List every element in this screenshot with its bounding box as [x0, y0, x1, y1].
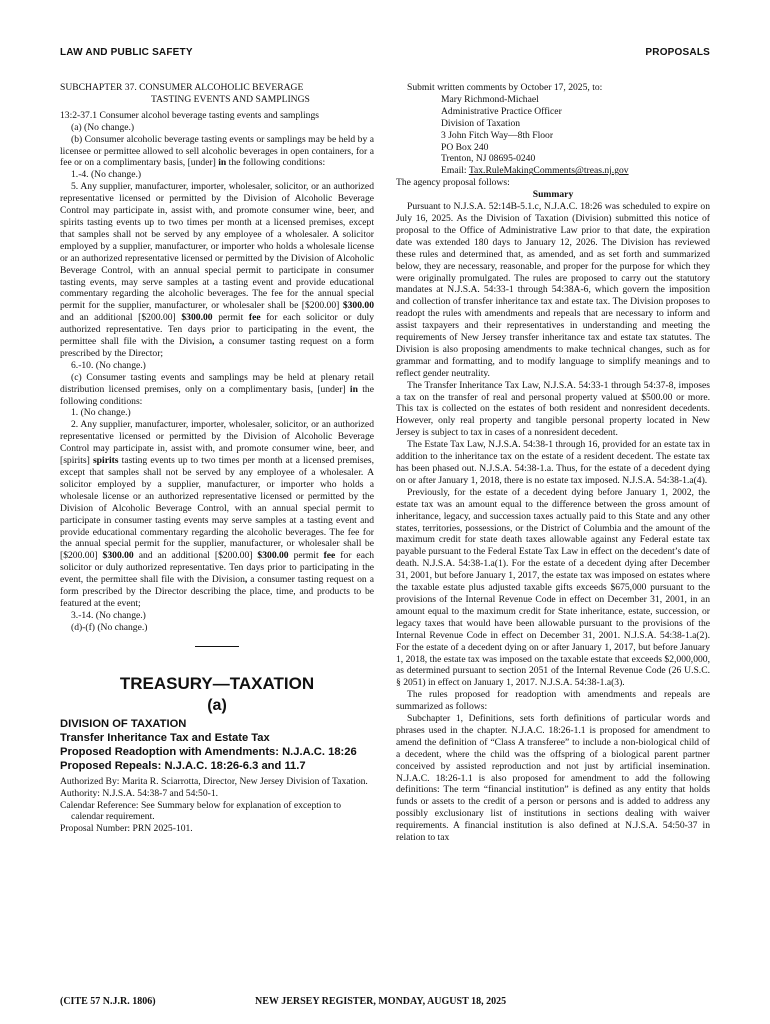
- right-column: [396, 82, 710, 844]
- contact-division: Division of Taxation: [441, 117, 521, 129]
- summary-paragraph-3: The Estate Tax Law, N.J.S.A. 54:38-1 through 16, provided for an estate tax in addition to the inheritance tax on the estate of a resident decedent. The estate tax has been phased out. N.J.S.A. 54:38-1.a. Thus, for the estate of a decedent dying on or after January 1, 2018, there is no estate tax imposed. N.J.S.A. 54:38-1.a(4).: [396, 439, 710, 486]
- summary-paragraph-4: Previously, for the estate of a decedent dying before January 1, 2002, the estate tax was an amount equal to the difference between the gross amount of inheritance, legacy, and succession taxes actually paid to this State and any other states, territories, possessions, or the District of Columbia and the amount of the maximum credit for state death taxes allowable against any Federal estate tax payable pursuant to the Federal Estate Tax Law in effect on the decedent’s date of death. N.J.S.A. 54:38-1.a(1). For the estate of a decedent dying after December 31, 2001, but before January 1, 2017, the estate tax was imposed on estates where the taxable estate plus adjusted taxable gifts exceeds $675,000 pursuant to the provisions of the Internal Revenue Code in effect on December 31, 2001, in an amount equal to the maximum credit for State inheritance, estate, succession, or legacy taxes that would have been allowable pursuant to the provisions of the Internal Revenue Code in effect on December 31, 2001. N.J.S.A. 54:38-1.a(2). For the estate of a decedent dying on or after January 1, 2017, but before January 1, 2018, the estate tax was imposed on the taxable estate that exceeds $2,000,000, as determined pursuant to section 2051 of the Internal Revenue Code (26 U.S.C. § 2051) in effect on January 1, 2017. N.J.S.A. 54:38-1.a(3).: [396, 486, 710, 689]
- contact-address: [396, 94, 710, 177]
- paragraph-a: (a) (No change.): [71, 121, 135, 133]
- summary-paragraph-5: The rules proposed for readoption with amendments and repeals are summarized as follows:: [396, 689, 710, 713]
- contact-street: 3 John Fitch Way—8th Floor: [441, 129, 554, 141]
- footer-citation: (CITE 57 N.J.R. 1806): [60, 996, 156, 1007]
- readoption-heading: Proposed Readoption with Amendments: N.J.A.C. 18:26: [60, 745, 357, 758]
- proposal-number: Proposal Number: PRN 2025-101.: [60, 823, 193, 835]
- paragraph-c-3-14: 3.-14. (No change.): [71, 609, 146, 621]
- subchapter-heading: [60, 82, 374, 106]
- summary-paragraph-1: Pursuant to N.J.S.A. 52:14B-5.1.c, N.J.A.C. 18:26 was scheduled to expire on July 16, 2025. As the Division of Taxation (Division) submitted this notice of proposal to the Office of Administrative Law prior to that date, the expiration date was extended 180 days to January 12, 2026. The Division has reviewed these rules and determined that, as amended, and as set forth and summarized below, they are necessary, reasonable, and proper for the purpose for which they were originally promulgated. The rules are proposed to carry out the statutory mandates at N.J.S.A. 54:33-1 through 54:38A-6, which govern the imposition and collection of transfer inheritance tax and estate tax. The Division proposes to readopt the rules with amendments and repeals that are necessary to inform and assist taxpayers and their representatives in understanding and meeting the requirements of New Jersey transfer inheritance tax and estate tax statutes. The Division is also proposing amendments to make technical changes, such as for grammar and formatting, and to modify language to simplify meanings and to reflect gender neutrality.: [396, 201, 710, 379]
- contact-po-box: PO Box 240: [441, 141, 489, 153]
- paragraph-d-f: (d)-(f) (No change.): [71, 621, 148, 633]
- footer-register: NEW JERSEY REGISTER, MONDAY, AUGUST 18, 2025: [255, 996, 507, 1007]
- contact-title: Administrative Practice Officer: [441, 105, 562, 117]
- paragraph-c-1: 1. (No change.): [71, 407, 131, 419]
- running-header-right: PROPOSALS: [645, 47, 710, 58]
- paragraph-c-2: 2. Any supplier, manufacturer, importer, wholesaler, solicitor, or an authorized representative licensed or permitted by the Division of Alcoholic Beverage Control may participate in, assist with, and promote consumer wine, beer, and [spirits] spirits tasting events up to two times per month at a licensed premises, except that samples shall not be served by any employee of a wholesaler. A solicitor employed by a supplier, manufacturer, or importer who holds a wholesale license or an authorized representative licensed or permitted by the Division of Alcoholic Beverage Control, with an annual special permit to participate in consumer tasting events may serve samples at a tasting event and provide educational commentary regarding the alcoholic beverages. The fee for the annual special permit for the supplier, manufacturer, or wholesaler shall be [$200.00] $300.00 and an additional [$200.00] $300.00 permit fee for each solicitor or duly authorized representative. Ten days prior to participating in the event, the permittee shall file with the Division, a consumer tasting request on a form prescribed by the Director describing the place, time, and products to be featured at the event;: [60, 419, 375, 609]
- division-heading: DIVISION OF TAXATION: [60, 717, 187, 730]
- contact-email-link[interactable]: Tax.RuleMakingComments@treas.nj.gov: [468, 165, 629, 177]
- authorized-by: Authorized By: Marita R. Sciarrotta, Director, New Jersey Division of Taxation.: [60, 775, 368, 787]
- section-divider: [195, 646, 239, 647]
- paragraph-b-6-10: 6.-10. (No change.): [71, 359, 146, 371]
- calendar-reference: Calendar Reference: See Summary below for explanation of exception to calendar requirement.: [60, 799, 342, 823]
- summary-heading: Summary: [532, 189, 574, 201]
- summary-paragraph-6: Subchapter 1, Definitions, sets forth definitions of particular words and phrases used in the chapter. N.J.A.C. 18:26-1.1 is proposed for amendment to amend the definition of “Class A transferee” to include a non-biological child of a decedent, where the child was the offspring of a biological parent partner conceived by assisted reproduction and not just by artificial insemination. N.J.A.C. 18:26-1.1 is also proposed for amendment to add the following definitions: The term “financial institution” is defined as any entity that holds funds or assets to the credit of a person or persons and is added to address any possibly exclusionary list of institutions in sections dealing with waiver requirements. A financial institution is also defined at N.J.S.A. 54:50-37 in relation to tax: [396, 713, 710, 844]
- agency-proposal-follows: The agency proposal follows:: [396, 177, 510, 189]
- paragraph-c: (c) Consumer tasting events and samplings may be held at plenary retail distribution licensed premises, only on a complimentary basis, [under] in the following conditions:: [60, 371, 374, 407]
- authority: Authority: N.J.S.A. 54:38-7 and 54:50-1.: [60, 787, 219, 799]
- paragraph-b-1-4: 1.-4. (No change.): [71, 169, 142, 181]
- treasury-title: TREASURY—TAXATION: [119, 673, 315, 693]
- submit-comments: Submit written comments by October 17, 2025, to:: [407, 82, 603, 93]
- section-title: 13:2-37.1 Consumer alcohol beverage tasting events and samplings: [60, 109, 319, 121]
- repeals-heading: Proposed Repeals: N.J.A.C. 18:26-6.3 and 11.7: [60, 759, 306, 772]
- left-column: [60, 82, 374, 835]
- paragraph-b-5: 5. Any supplier, manufacturer, importer, wholesaler, solicitor, or an authorized representative licensed or permitted by the Division of Alcoholic Beverage Control may participate in, assist with, and promote consumer wine, beer, and spirits tasting events up to two times per month at a licensed premises, except that samples shall not be served by any employee of a wholesaler. A solicitor employed by a supplier, manufacturer, or importer who holds a wholesale license or an authorized representative licensed or permitted by the Division of Alcoholic Beverage Control, with an annual special permit to participate in consumer tasting events, may serve samples at a tasting event and provide educational commentary regarding the alcoholic beverages. The fee for the annual special permit for the supplier, manufacturer, or wholesaler shall be [$200.00] $300.00 and an additional [$200.00] $300.00 permit fee for each solicitor or duly authorized representative. Ten days prior to participating in the event, the permittee shall file with the Division, a consumer tasting request on a form prescribed by the Director;: [60, 181, 374, 359]
- contact-email-line: Email: Tax.RuleMakingComments@treas.nj.gov: [441, 165, 629, 177]
- paragraph-b: (b) Consumer alcoholic beverage tasting events or samplings may be held by a licensee or permittee allowed to sell alcoholic beverages in open containers, for a fee or on a complimentary basis, [under] in the following conditions:: [60, 133, 374, 169]
- topic-heading: Transfer Inheritance Tax and Estate Tax: [60, 731, 270, 744]
- subchapter-line2: TASTING EVENTS AND SAMPLINGS: [151, 93, 310, 105]
- contact-name: Mary Richmond-Michael: [441, 93, 539, 105]
- summary-paragraph-2: The Transfer Inheritance Tax Law, N.J.S.A. 54:33-1 through 54:37-8, imposes a tax on the transfer of real and personal property valued at $500.00 or more. This tax is collected on the estates of both resident and nonresident decedents. However, only real property and tangible personal property located in New Jersey is subject to tax in cases of a nonresident decedent.: [396, 379, 710, 439]
- running-header-left: LAW AND PUBLIC SAFETY: [60, 47, 193, 58]
- subchapter-line1: SUBCHAPTER 37. CONSUMER ALCOHOLIC BEVERAGE: [60, 82, 304, 93]
- treasury-subtitle: (a): [207, 696, 227, 714]
- contact-city: Trenton, NJ 08695-0240: [441, 153, 536, 165]
